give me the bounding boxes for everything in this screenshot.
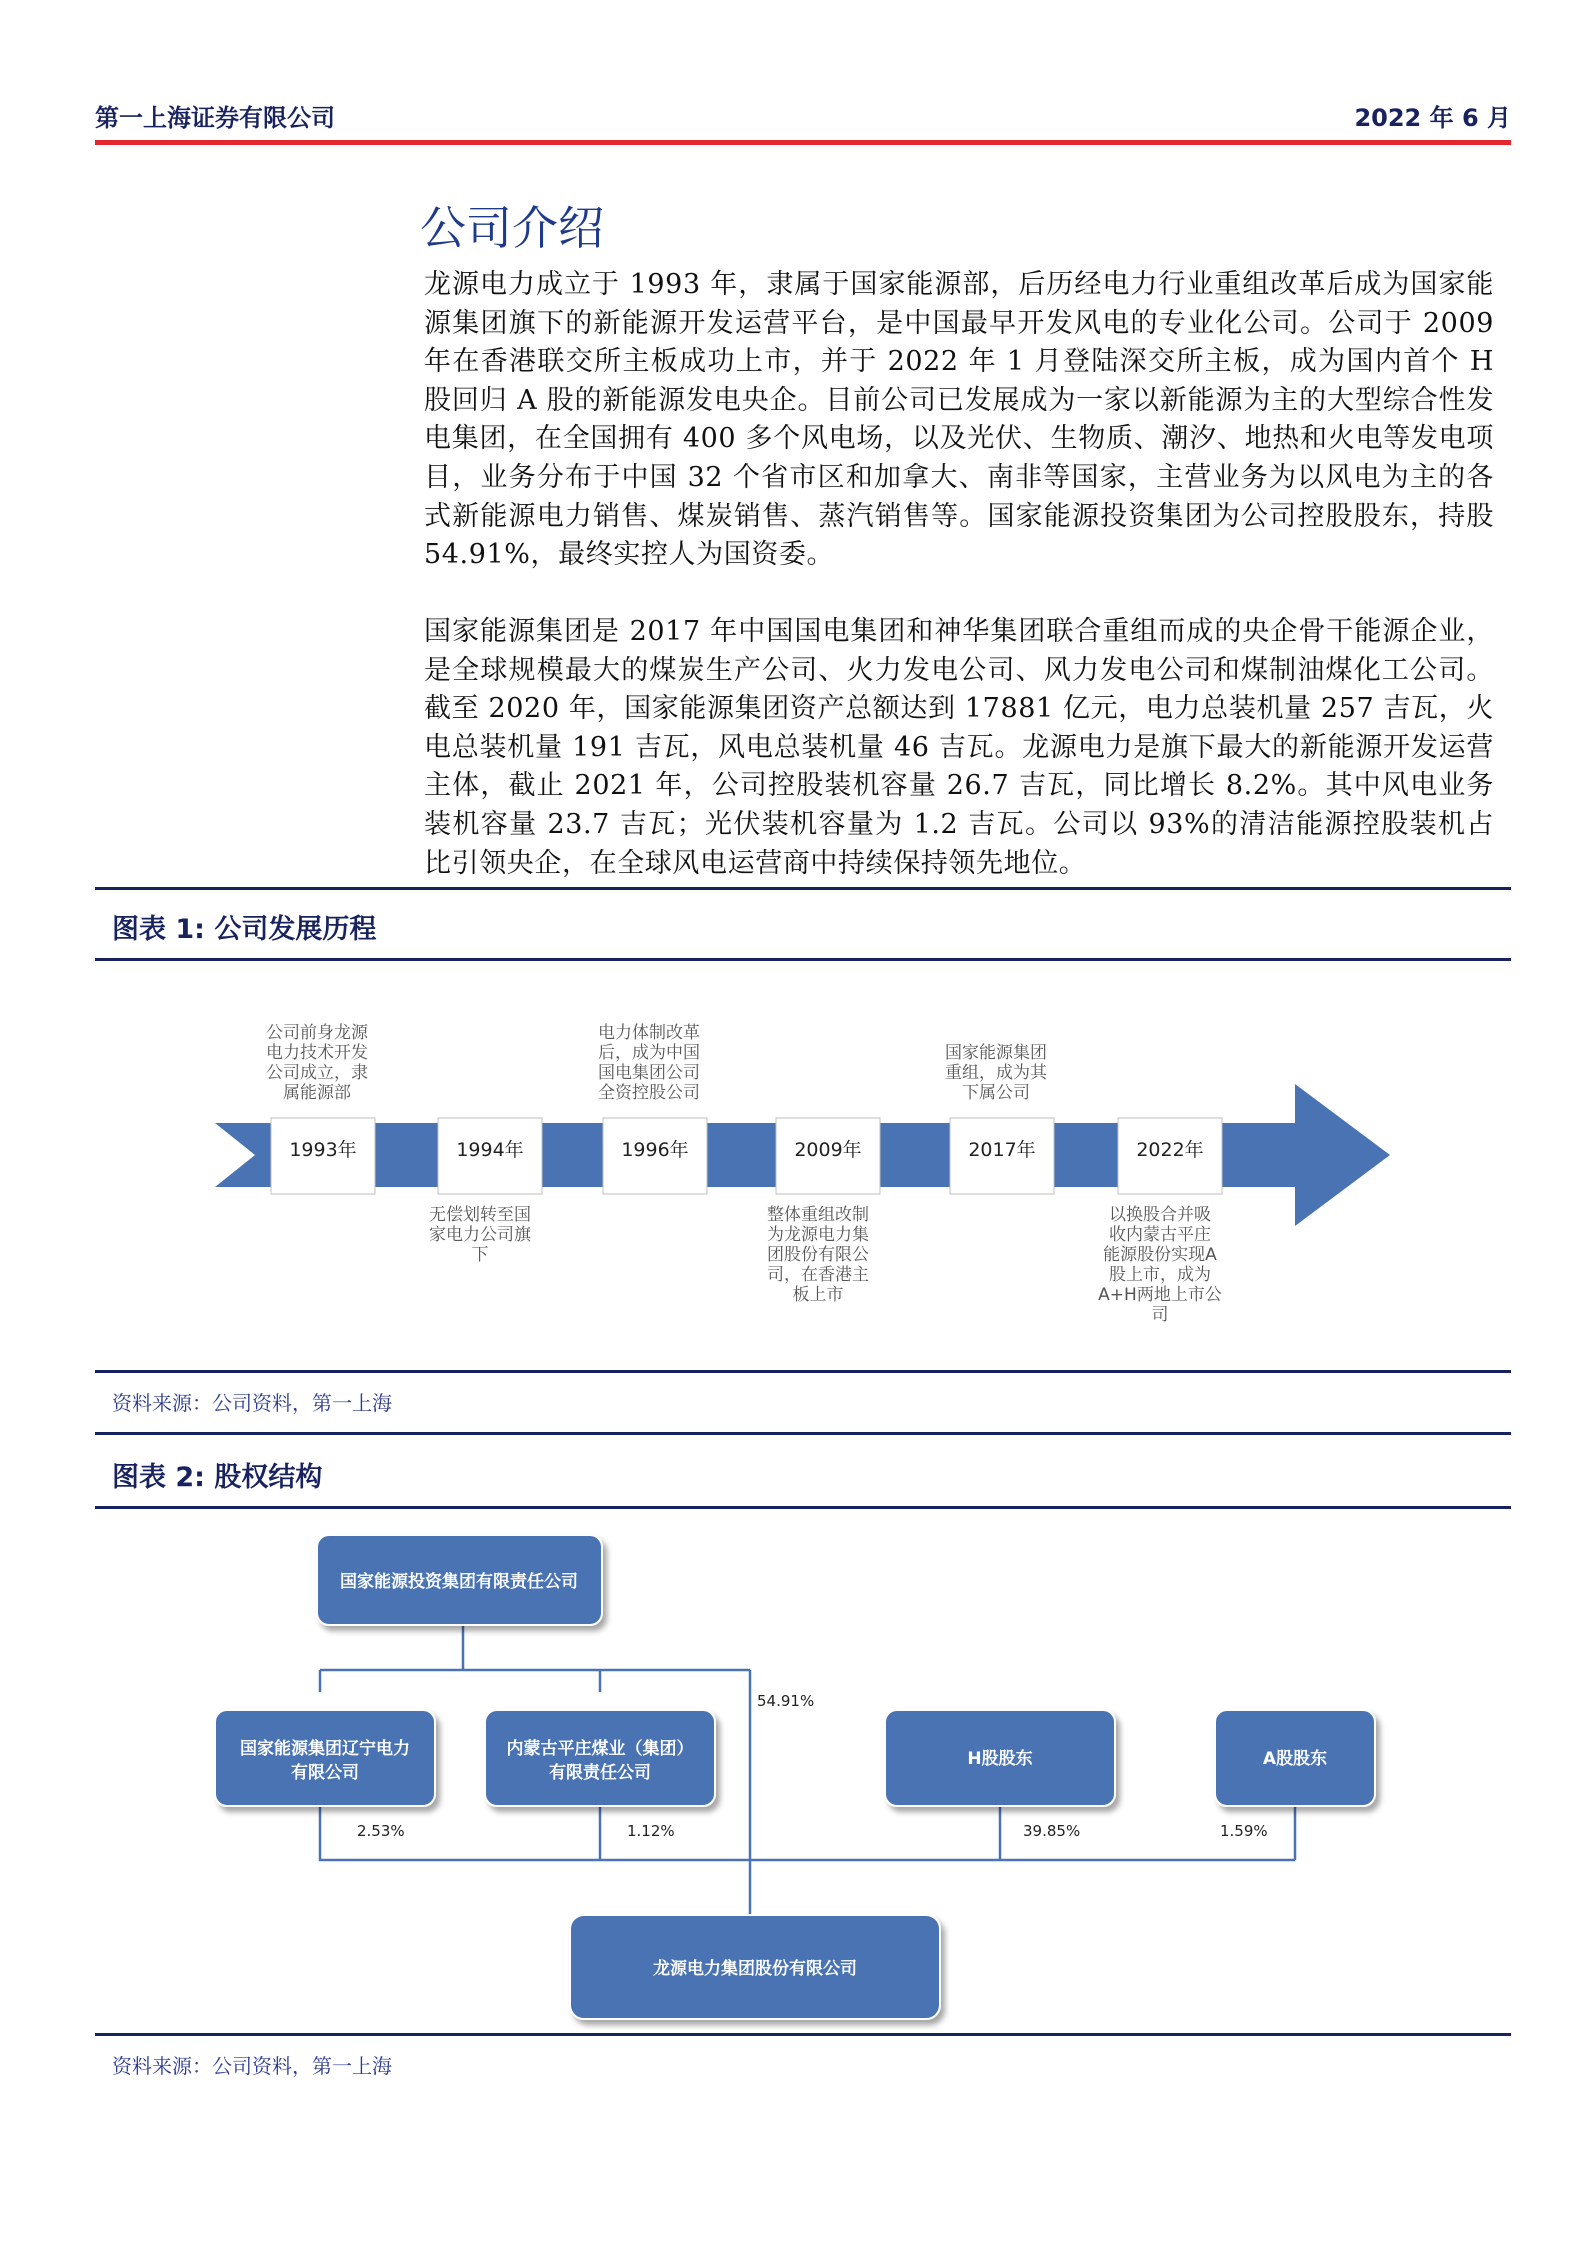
figure1-top-rule	[95, 887, 1511, 890]
milestone-note-line: 公司成立，隶	[266, 1063, 368, 1083]
node-sub1	[215, 1710, 435, 1806]
milestone-note-line: A+H两地上市公	[1098, 1285, 1222, 1305]
ownership-connectors	[320, 1600, 1295, 1915]
milestone-note-line: 能源股份实现A	[1103, 1245, 1217, 1265]
node-parent-label: 国家能源投资集团有限责任公司	[340, 1572, 578, 1592]
pct-a: 1.59%	[1220, 1822, 1268, 1840]
milestone-year: 2009年	[794, 1139, 862, 1161]
milestone-note-line: 收内蒙古平庄	[1109, 1225, 1211, 1245]
milestone-note-line: 家电力公司旗	[429, 1225, 531, 1245]
node-sub2-label-1: 内蒙古平庄煤业（集团）	[506, 1739, 694, 1759]
milestone-note-line: 下	[471, 1245, 489, 1265]
milestone-note-line: 股上市，成为	[1109, 1265, 1211, 1285]
milestone-note-line: 电力体制改革	[598, 1023, 700, 1043]
timeline-diagram	[95, 980, 1511, 1360]
milestone-year: 1994年	[456, 1139, 524, 1161]
milestone-note-line: 下属公司	[962, 1083, 1030, 1103]
milestone-year: 1993年	[289, 1139, 357, 1161]
figure1-title: 图表 1: 公司发展历程	[112, 914, 377, 945]
milestone-note-line: 属能源部	[283, 1083, 351, 1103]
milestone-note-line: 无偿划转至国	[429, 1205, 531, 1225]
pct-parent: 54.91%	[757, 1692, 815, 1710]
milestone-note-line: 司，在香港主	[767, 1265, 869, 1285]
figure2-title-rule	[95, 1506, 1511, 1509]
figure2-top-rule	[95, 1432, 1511, 1435]
header-company: 第一上海证券有限公司	[95, 104, 335, 132]
milestone-note-line: 后，成为中国	[598, 1043, 700, 1063]
node-parent	[317, 1535, 602, 1625]
node-target	[570, 1915, 940, 2019]
ownership-svg	[95, 1510, 1511, 2030]
node-a-holders-label: A股股东	[1262, 1749, 1328, 1769]
node-sub1-label-2: 有限公司	[291, 1763, 359, 1783]
milestone-note-line: 团股份有限公	[767, 1245, 869, 1265]
figure1-bottom-rule	[95, 1370, 1511, 1373]
milestone-year: 1996年	[621, 1139, 689, 1161]
node-h-holders	[885, 1710, 1115, 1806]
milestone-note-line: 全资控股公司	[598, 1083, 700, 1103]
node-sub2	[485, 1710, 715, 1806]
header-divider	[95, 140, 1511, 145]
timeline-svg	[95, 980, 1511, 1360]
figure1-source: 资料来源：公司资料，第一上海	[112, 1391, 392, 1415]
milestone-note-line: 司	[1151, 1305, 1169, 1325]
paragraph-2: 国家能源集团是 2017 年中国国电集团和神华集团联合重组而成的央企骨干能源企业，是全球规模最大的煤炭生产公司、火力发电公司、风力发电公司和煤制油煤化工公司。截至 2020 年，国家能源集团资产总额达到 17881 亿元，电力总装机量 257 吉瓦，火电总装机量 191 吉瓦，风电总装机量 46 吉瓦。龙源电力是旗下最大的新能源开发运营主体，截止 2021 年，公司控股装机容量 26.7 吉瓦，同比增长 8.2%。其中风电业务装机容量 23.7 吉瓦；光伏装机容量为 1.2 吉瓦。公司以 93%的清洁能源控股装机占比引领央企，在全球风电运营商中持续保持领先地位。	[424, 616, 1494, 879]
milestone-note-line: 板上市	[792, 1285, 844, 1305]
header-date: 2022 年 6 月	[1354, 104, 1511, 132]
ownership-diagram	[95, 1510, 1511, 2030]
node-sub2-label-2: 有限责任公司	[549, 1763, 651, 1783]
milestone-year: 2022年	[1136, 1139, 1204, 1161]
pct-h: 39.85%	[1023, 1822, 1081, 1840]
node-sub1-label-1: 国家能源集团辽宁电力	[240, 1739, 410, 1759]
milestone-note-line: 以换股合并吸	[1109, 1205, 1211, 1225]
figure2-bottom-rule	[95, 2033, 1511, 2036]
milestone-note-line: 为龙源电力集	[767, 1225, 869, 1245]
milestone-note-line: 国电集团公司	[598, 1063, 700, 1083]
section-title: 公司介绍	[420, 201, 604, 255]
milestone-note-line: 整体重组改制	[767, 1205, 869, 1225]
node-h-holders-label: H股股东	[967, 1749, 1033, 1769]
pct-sub1: 2.53%	[357, 1822, 405, 1840]
figure2-title: 图表 2: 股权结构	[112, 1462, 323, 1493]
milestone-year: 2017年	[968, 1139, 1036, 1161]
milestone-note-line: 重组，成为其	[945, 1063, 1047, 1083]
pct-sub2: 1.12%	[627, 1822, 675, 1840]
milestone-note-line: 国家能源集团	[945, 1043, 1047, 1063]
figure2-source: 资料来源：公司资料，第一上海	[112, 2054, 392, 2078]
milestone-note-line: 电力技术开发	[266, 1043, 368, 1063]
node-target-label: 龙源电力集团股份有限公司	[653, 1959, 857, 1979]
node-a-holders	[1215, 1710, 1375, 1806]
figure1-title-rule	[95, 958, 1511, 961]
paragraph-1: 龙源电力成立于 1993 年，隶属于国家能源部，后历经电力行业重组改革后成为国家能源集团旗下的新能源开发运营平台，是中国最早开发风电的专业化公司。公司于 2009 年在香港联交所主板成功上市，并于 2022 年 1 月登陆深交所主板，成为国内首个 H 股回归 A 股的新能源发电央企。目前公司已发展成为一家以新能源为主的大型综合性发电集团，在全国拥有 400 多个风电场，以及光伏、生物质、潮汐、地热和火电等发电项目，业务分布于中国 32 个省市区和加拿大、南非等国家，主营业务为以风电为主的各式新能源电力销售、煤炭销售、蒸汽销售等。国家能源投资集团为公司控股股东，持股 54.91%，最终实控人为国资委。	[424, 269, 1494, 571]
milestone-note-line: 公司前身龙源	[266, 1023, 368, 1043]
